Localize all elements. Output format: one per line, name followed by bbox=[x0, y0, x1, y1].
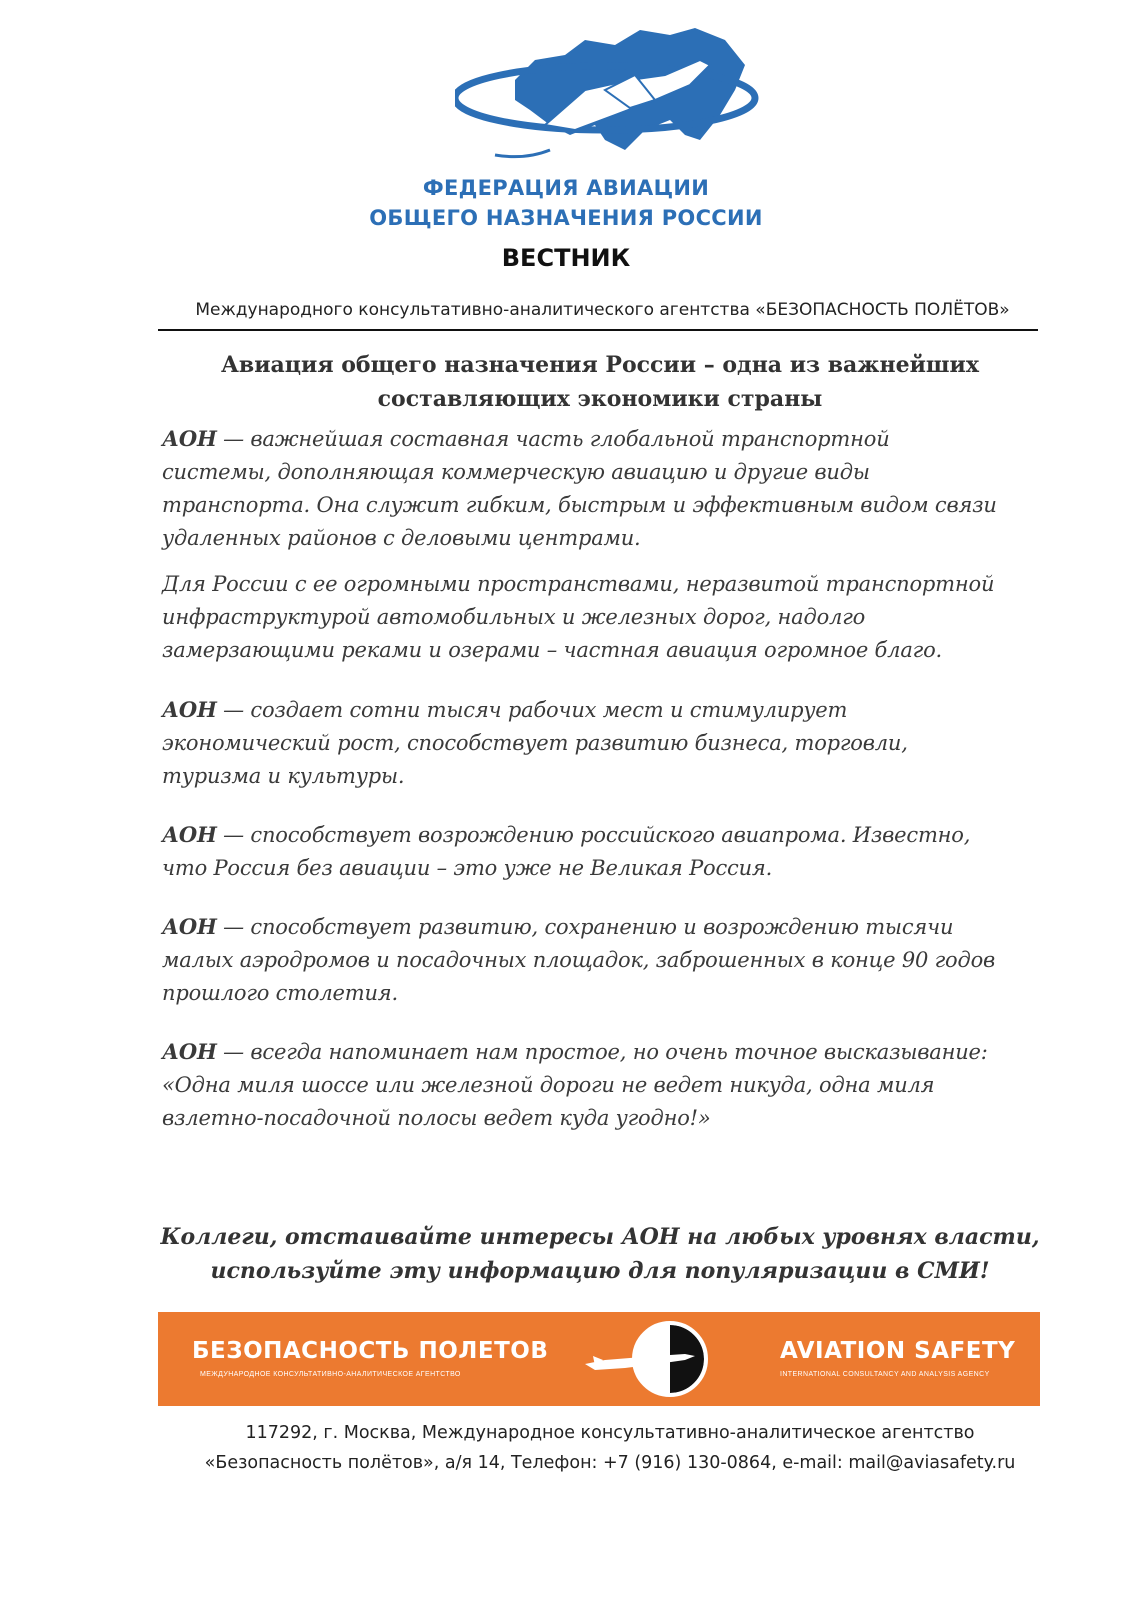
article-heading-line1: Авиация общего назначения России – одна из важнейших bbox=[221, 352, 979, 378]
footer-address: 117292, г. Москва, Международное консультативно-аналитическое агентство bbox=[245, 1423, 975, 1443]
appeal-text bbox=[150, 1220, 1050, 1288]
para-line: Для России с ее огромными пространствами, неразвитой транспортной bbox=[162, 572, 995, 596]
appeal-line1: Коллеги, отстаивайте интересы АОН на любых уровнях власти, bbox=[160, 1224, 1040, 1250]
header-divider bbox=[158, 329, 1038, 331]
para-line: замерзающими реками и озерами – частная авиация огромное благо. bbox=[162, 638, 942, 662]
para-line: малых аэродромов и посадочных площадок, заброшенных в конце 90 годов bbox=[162, 948, 996, 972]
paragraph-4 bbox=[162, 818, 1062, 885]
banner-subtitle-en: INTERNATIONAL CONSULTANCY AND ANALYSIS AGENCY bbox=[780, 1371, 990, 1378]
para-line: «Одна миля шоссе или железной дороги не ведет никуда, одна миля bbox=[162, 1073, 935, 1097]
abbr: АОН bbox=[162, 914, 217, 939]
paragraph-3 bbox=[162, 693, 1062, 793]
para-line: взлетно-посадочной полосы ведет куда угодно!» bbox=[162, 1106, 711, 1130]
article-heading-line2: составляющих экономики страны bbox=[377, 386, 823, 412]
paragraph-5 bbox=[162, 910, 1062, 1010]
agency-subtitle: Международного консультативно-аналитического агентства «БЕЗОПАСНОСТЬ ПОЛЁТОВ» bbox=[195, 300, 1010, 320]
footer-contact-info: «Безопасность полётов», а/я 14, Телефон: +7 (916) 130-0864, e-mail: mail@aviasafety.ru bbox=[204, 1453, 1016, 1473]
federation-logo-icon bbox=[455, 20, 765, 170]
para-line: что Россия без авиации – это уже не Великая Россия. bbox=[162, 856, 773, 880]
federation-title-line1: ФЕДЕРАЦИЯ АВИАЦИИ bbox=[422, 176, 710, 200]
para-line: системы, дополняющая коммерческую авиацию и другие виды bbox=[162, 460, 870, 484]
para-line: — всегда напоминает нам простое, но очень точное высказывание: bbox=[216, 1040, 988, 1064]
banner-title-en: AVIATION SAFETY bbox=[780, 1338, 1016, 1364]
banner-title-ru: БЕЗОПАСНОСТЬ ПОЛЕТОВ bbox=[192, 1338, 549, 1364]
para-line: удаленных районов с деловыми центрами. bbox=[162, 526, 641, 550]
abbr: АОН bbox=[162, 1039, 217, 1064]
appeal-line2: используйте эту информацию для популяризации в СМИ! bbox=[210, 1258, 990, 1284]
para-line: — способствует развитию, сохранению и возрождению тысячи bbox=[216, 915, 954, 939]
para-line: транспорта. Она служит гибким, быстрым и эффективным видом связи bbox=[162, 493, 997, 517]
abbr: АОН bbox=[162, 697, 217, 722]
footer-contacts bbox=[150, 1418, 1070, 1478]
para-line: прошлого столетия. bbox=[162, 981, 398, 1005]
federation-title-line2: ОБЩЕГО НАЗНАЧЕНИЯ РОССИИ bbox=[369, 206, 763, 230]
para-line: экономический рост, способствует развитию бизнеса, торговли, bbox=[162, 731, 908, 755]
paragraph-2 bbox=[162, 568, 1062, 667]
para-line: — важнейшая составная часть глобальной транспортной bbox=[216, 427, 890, 451]
abbr: АОН bbox=[162, 426, 217, 451]
para-line: — создает сотни тысяч рабочих мест и стимулирует bbox=[216, 698, 848, 722]
article-heading bbox=[160, 348, 1040, 416]
para-line: — способствует возрождению российского авиапрома. Известно, bbox=[216, 823, 971, 847]
paragraph-6 bbox=[162, 1035, 1062, 1135]
para-line: инфраструктурой автомобильных и железных дорог, надолго bbox=[162, 605, 866, 629]
abbr: АОН bbox=[162, 822, 217, 847]
para-line: туризма и культуры. bbox=[162, 764, 405, 788]
banner-subtitle-ru: МЕЖДУНАРОДНОЕ КОНСУЛЬТАТИВНО-АНАЛИТИЧЕСКОЕ АГЕНТСТВО bbox=[200, 1371, 461, 1378]
paragraph-1 bbox=[162, 422, 1062, 555]
circle-airplane-icon bbox=[585, 1316, 735, 1402]
bulletin-title: ВЕСТНИК bbox=[501, 244, 631, 272]
